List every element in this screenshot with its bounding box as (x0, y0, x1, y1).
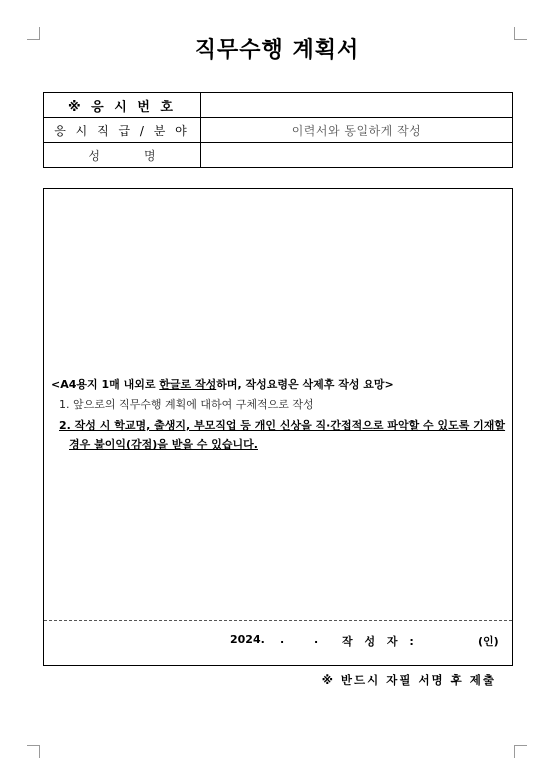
name-label: 성 명 (44, 143, 201, 168)
position-field[interactable]: 이력서와 동일하게 작성 (201, 118, 513, 143)
seal-mark: (인) (478, 635, 499, 648)
document-title: 직무수행 계획서 (194, 38, 360, 63)
signature-date-sep: . (314, 633, 319, 646)
dotted-divider (44, 620, 512, 621)
applicant-number-label: ※ 응 시 번 호 (44, 93, 201, 118)
writing-guide (51, 376, 509, 454)
guide-head-emphasis: 한글로 작성 (159, 378, 217, 391)
guide-item-2: 2. 작성 시 학교명, 출생지, 부모직업 등 개인 신상을 직·간접적으로 파악할 수 있도록 기재할 경우 불이익(감점)을 받을 수 있습니다. (59, 419, 506, 451)
crop-mark-bottom-right (514, 745, 527, 758)
position-label: 응 시 직 급 / 분 야 (44, 118, 201, 143)
applicant-number-field[interactable] (201, 93, 513, 118)
guide-head-mid: 하며, (216, 378, 246, 391)
table-row (44, 118, 513, 143)
table-row (44, 143, 513, 168)
signature-date: 2024. (230, 633, 265, 646)
signature-date-sep: . (280, 633, 285, 646)
applicant-info-table (43, 92, 513, 168)
guide-heading (51, 376, 509, 392)
guide-head-prefix: <A4용지 1매 내외로 (51, 378, 160, 391)
guide-item-1: 1. 앞으로의 직무수행 계획에 대하여 구체적으로 작성 (59, 398, 314, 411)
guide-head-bold: 작성요령은 삭제후 작성 요망 (245, 378, 385, 391)
plan-content-box[interactable] (43, 188, 513, 666)
name-field[interactable] (201, 143, 513, 168)
submission-note: ※ 반드시 자필 서명 후 제출 (321, 673, 496, 687)
crop-mark-bottom-left (27, 745, 40, 758)
table-row (44, 93, 513, 118)
writer-label: 작 성 자 : (342, 635, 418, 648)
guide-head-suffix: > (384, 378, 394, 391)
